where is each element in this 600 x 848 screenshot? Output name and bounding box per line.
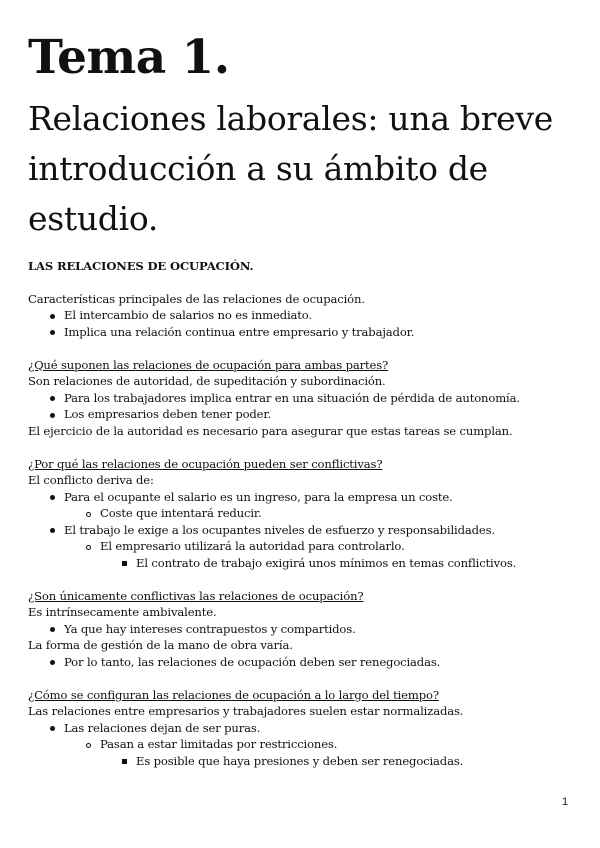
- block-ambivalence: [28, 588, 584, 671]
- block-intro: Características principales de las relaciones de ocupación.: [28, 291, 365, 306]
- list-item: Ya que hay intereses contrapuestos y compartidos.: [28, 621, 584, 638]
- page-subtitle: Relaciones laborales: una breve introducción a su ámbito de estudio.: [28, 99, 553, 238]
- block-outro: El ejercicio de la autoridad es necesario para asegurar que estas tareas se cumplan.: [28, 423, 513, 438]
- bullet-icon: [46, 390, 58, 407]
- list-item: El trabajo le exige a los ocupantes niveles de esfuerzo y responsabilidades.: [28, 522, 584, 539]
- bullet-list: [28, 307, 584, 340]
- block-both-parties: [28, 357, 584, 440]
- list-item: Para el ocupante el salario es un ingreso, para la empresa un coste.: [28, 489, 584, 506]
- hollow-bullet-icon: [82, 538, 94, 555]
- bullet-list: [28, 720, 584, 770]
- list-item: Las relaciones dejan de ser puras.: [28, 720, 584, 737]
- bullet-icon: [46, 654, 58, 671]
- list-item: El empresario utilizará la autoridad para controlarlo.: [28, 538, 584, 555]
- hollow-bullet-icon: [82, 505, 94, 522]
- bullet-icon: [46, 489, 58, 506]
- block-intro-secondary: La forma de gestión de la mano de obra varía.: [28, 638, 293, 652]
- question-heading: ¿Qué suponen las relaciones de ocupación para ambas partes?: [28, 357, 389, 372]
- block-intro: Las relaciones entre empresarios y trabajadores suelen estar normalizadas.: [28, 704, 464, 718]
- square-bullet-icon: [118, 555, 130, 572]
- list-item: Por lo tanto, las relaciones de ocupación deben ser renegociadas.: [28, 654, 584, 671]
- bullet-list: [28, 621, 584, 638]
- block-intro: Es intrínsecamente ambivalente.: [28, 605, 217, 619]
- bullet-icon: [46, 621, 58, 638]
- list-item: El intercambio de salarios no es inmediato.: [28, 307, 584, 324]
- square-bullet-icon: [118, 753, 130, 770]
- block-intro: El conflicto deriva de:: [28, 473, 154, 487]
- question-heading: ¿Son únicamente conflictivas las relaciones de ocupación?: [28, 588, 364, 603]
- bullet-icon: [46, 720, 58, 737]
- document-body: [28, 258, 584, 769]
- list-item: Pasan a estar limitadas por restricciones.: [28, 736, 584, 753]
- block-conflict: [28, 456, 584, 572]
- page-title: Tema 1.: [28, 30, 230, 85]
- list-item: El contrato de trabajo exigirá unos mínimos en temas conflictivos.: [28, 555, 584, 572]
- bullet-icon: [46, 324, 58, 341]
- list-item: Implica una relación continua entre empresario y trabajador.: [28, 324, 584, 341]
- bullet-list: [28, 390, 584, 423]
- bullet-list: [28, 654, 584, 671]
- question-heading: ¿Por qué las relaciones de ocupación pueden ser conflictivas?: [28, 456, 383, 471]
- bullet-icon: [46, 307, 58, 324]
- bullet-list: [28, 489, 584, 572]
- bullet-icon: [46, 406, 58, 423]
- section-heading: LAS RELACIONES DE OCUPACIÓN.: [28, 259, 254, 273]
- block-over-time: [28, 687, 584, 770]
- hollow-bullet-icon: [82, 736, 94, 753]
- list-item: Para los trabajadores implica entrar en una situación de pérdida de autonomía.: [28, 390, 584, 407]
- block-characteristics: [28, 291, 584, 341]
- block-intro: Son relaciones de autoridad, de supeditación y subordinación.: [28, 374, 386, 388]
- page-number: 1: [562, 796, 569, 808]
- list-item: Los empresarios deben tener poder.: [28, 406, 584, 423]
- bullet-icon: [46, 522, 58, 539]
- list-item: Es posible que haya presiones y deben ser renegociadas.: [28, 753, 584, 770]
- list-item: Coste que intentará reducir.: [28, 505, 584, 522]
- question-heading: ¿Cómo se configuran las relaciones de ocupación a lo largo del tiempo?: [28, 687, 439, 702]
